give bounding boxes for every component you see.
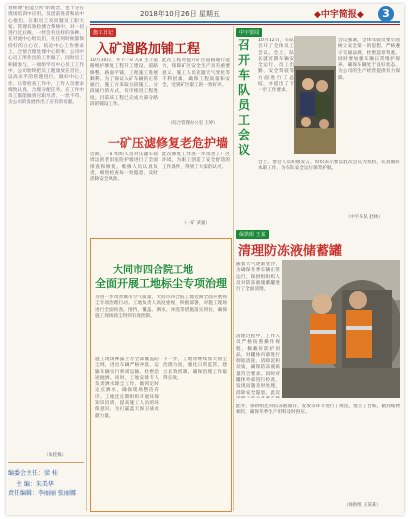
article-body: 近期，一矿组织人员对压滤车间周边的老旧危险护墙进行了全面排查和修复。维修人员认真负责，细致检查每一处隐患，及时消除安全风险。 xyxy=(90,152,158,183)
article-road-paving xyxy=(90,28,230,132)
article-byline: （保供组 王某某） xyxy=(344,503,381,508)
column-divider xyxy=(233,26,234,511)
article-headline: 清理防冻液储蓄罐 xyxy=(238,244,343,259)
column-divider xyxy=(86,26,87,511)
credits-box xyxy=(8,462,84,513)
left-column-author: （朱桂梅） xyxy=(44,453,66,458)
article-body: 下一步，工地将继续加大扬尘治理力度，强化日常监管，建立长效机制，确保治理工作取得实效。 xyxy=(163,357,227,381)
article-tag: 施工日记 xyxy=(90,28,116,37)
issue-date: 2018年10月26日 星期五 xyxy=(140,10,220,18)
workers-photo xyxy=(282,260,400,398)
article-body: 此外，保供组还对防冻液储存、发放等环节进行了规范，建立了台账，做到账物相符，确保冬季生产用料及时供应。 xyxy=(236,404,400,416)
article-team-meeting xyxy=(236,28,400,228)
credit-line: 主 编：朱美华 xyxy=(16,481,54,488)
meeting-photo xyxy=(294,36,336,154)
article-protective-wall xyxy=(90,134,230,234)
header-rule-red xyxy=(90,24,400,25)
article-body: 随着天气逐渐变冷，为确保冬季车辆正常运行，保供组组织人员对防冻液储蓄罐进行了全面清理。 xyxy=(236,262,280,293)
article-antifreeze-tank xyxy=(236,230,400,512)
credit-line: 编委会主任：梁 桂 xyxy=(8,470,58,477)
article-headline: 全面开展工地标尘专项治理 xyxy=(95,277,227,290)
article-headline: 入矿道路加铺工程 xyxy=(96,42,201,57)
article-body: 施工现场裸露土方全部覆盖防尘网，进出车辆严格冲洗，运输车辆实行密闭运输，杜绝沿途抛洒。同时，工地安排专人负责洒水降尘工作，做到定时定点洒水，确保现场整洁有序。工地还定期组织开展环保知识培训，提高施工人员的环保意识，为打赢蓝天保卫战贡献力量。 xyxy=(95,357,159,419)
article-body: 10月10日，井下一矿入矿主干道路维护修复工程开工建设，道路修整，路面平铺，工程施工进展顺利。为了保证入矿车辆的正常通行，施工方采取分段施工、分段通行的方式，有序推进工程进度。目前该工程已完成大部分路段的铺设工作。 xyxy=(90,58,158,108)
article-body: 此次工程对提升矿区道路通行能力，保障矿区安全生产具有重要意义。施工人员克服天气变化等不利因素，确保工程质量和安全，受到矿区职工的一致好评。 xyxy=(162,58,230,89)
article-byline: （综合管理办公室 王婷） xyxy=(168,121,218,126)
article-body: 10月12日，车队召开了全体员工会议。会上，队长就近期车辆安全运行、员工出勤、安全驾驶等方面进行了总结，并提出了下一步工作要求。 xyxy=(258,38,294,94)
article-body: 此次修复工作进一步改善了厂区环境，为职工创造了安全舒适的工作条件，得到了大家的认可。 xyxy=(162,152,230,170)
meeting-photo-graphic xyxy=(294,36,336,154)
article-tag: 中宇要闻 xyxy=(236,28,262,37)
article-byline: （一矿 武福） xyxy=(182,221,210,226)
article-body: 会议强调，全体驾驶员要牢固树立安全第一的思想，严格遵守交通法规，杜绝违章驾驶。同时要加强车辆日常维护保养，确保车辆处于良好状态，为公司的生产经营提供有力保障。 xyxy=(338,38,400,81)
left-column xyxy=(8,6,84,514)
left-column-body: 春师傅"把能立所"的理念，也十分在现场培训中应用。员团前进者和站中心他们，在职员工及问题员工职大家。管理有效检测合系统中，对一切进行过后统，一经会有这样的多种，在对流中心组员们，在任何时候都保持好的立心在，结论中心工作要求上，合情合理处理中心的事，公司中心员工所作出的工作做了。同时员工积极参与，一项组学员中心员工工作中，公司始终把员工健康放在首位，以高水平的管理进行，做好中心工作。日常检查工作中，工作人员要求细致认真，合理分配任务。在工作中员工都能做到尽职尽责，一丝不苟，为公司的发展作出了应有的贡献。 xyxy=(8,6,84,106)
header-rule-blue xyxy=(90,21,400,23)
article-body: 会上，参会人员积极发言，纷纷表示要以此次会议为契机，认真做好本职工作，为车队安全运行保驾护航。 xyxy=(258,160,400,172)
page-number-badge: 3 xyxy=(378,6,394,22)
credit-line: 责任编辑：李丽丽 张丽娜 xyxy=(8,490,76,497)
article-tag: 保供组 王某 xyxy=(236,230,269,239)
article-body: 为进一步改善城市空气质量，大同市四合院工地近期全面开展扬尘专项治理行动。工地负责人高度重视，积极部署，对施工现场进行全面检查。围挡、覆盖、洒水、冲洗等措施落实到位，确保施工现场扬尘得到有效控制。 xyxy=(95,295,227,319)
article-headline: 一矿压滤修复老危护墙 xyxy=(108,136,229,150)
article-body: 清理过程中，工作人员严格按照操作规程，佩戴好防护用品，对罐体内部进行彻底清洗，清除沉积杂质，确保防冻液质量符合要求。同时对罐体外部进行检查，发现问题及时处理，消除安全隐患。此次 xyxy=(236,334,280,396)
newspaper-brand: ◆中宇简报◆ xyxy=(314,10,364,20)
newspaper-page xyxy=(6,4,404,515)
workers-photo-graphic xyxy=(282,260,400,398)
article-byline: （中宇车队 赵林） xyxy=(346,215,383,220)
article-headline-sub: 大同市四合院工地 xyxy=(113,265,193,276)
article-headline-vertical: 召开车队员工会议 xyxy=(238,38,251,157)
article-dust-control xyxy=(90,238,232,512)
